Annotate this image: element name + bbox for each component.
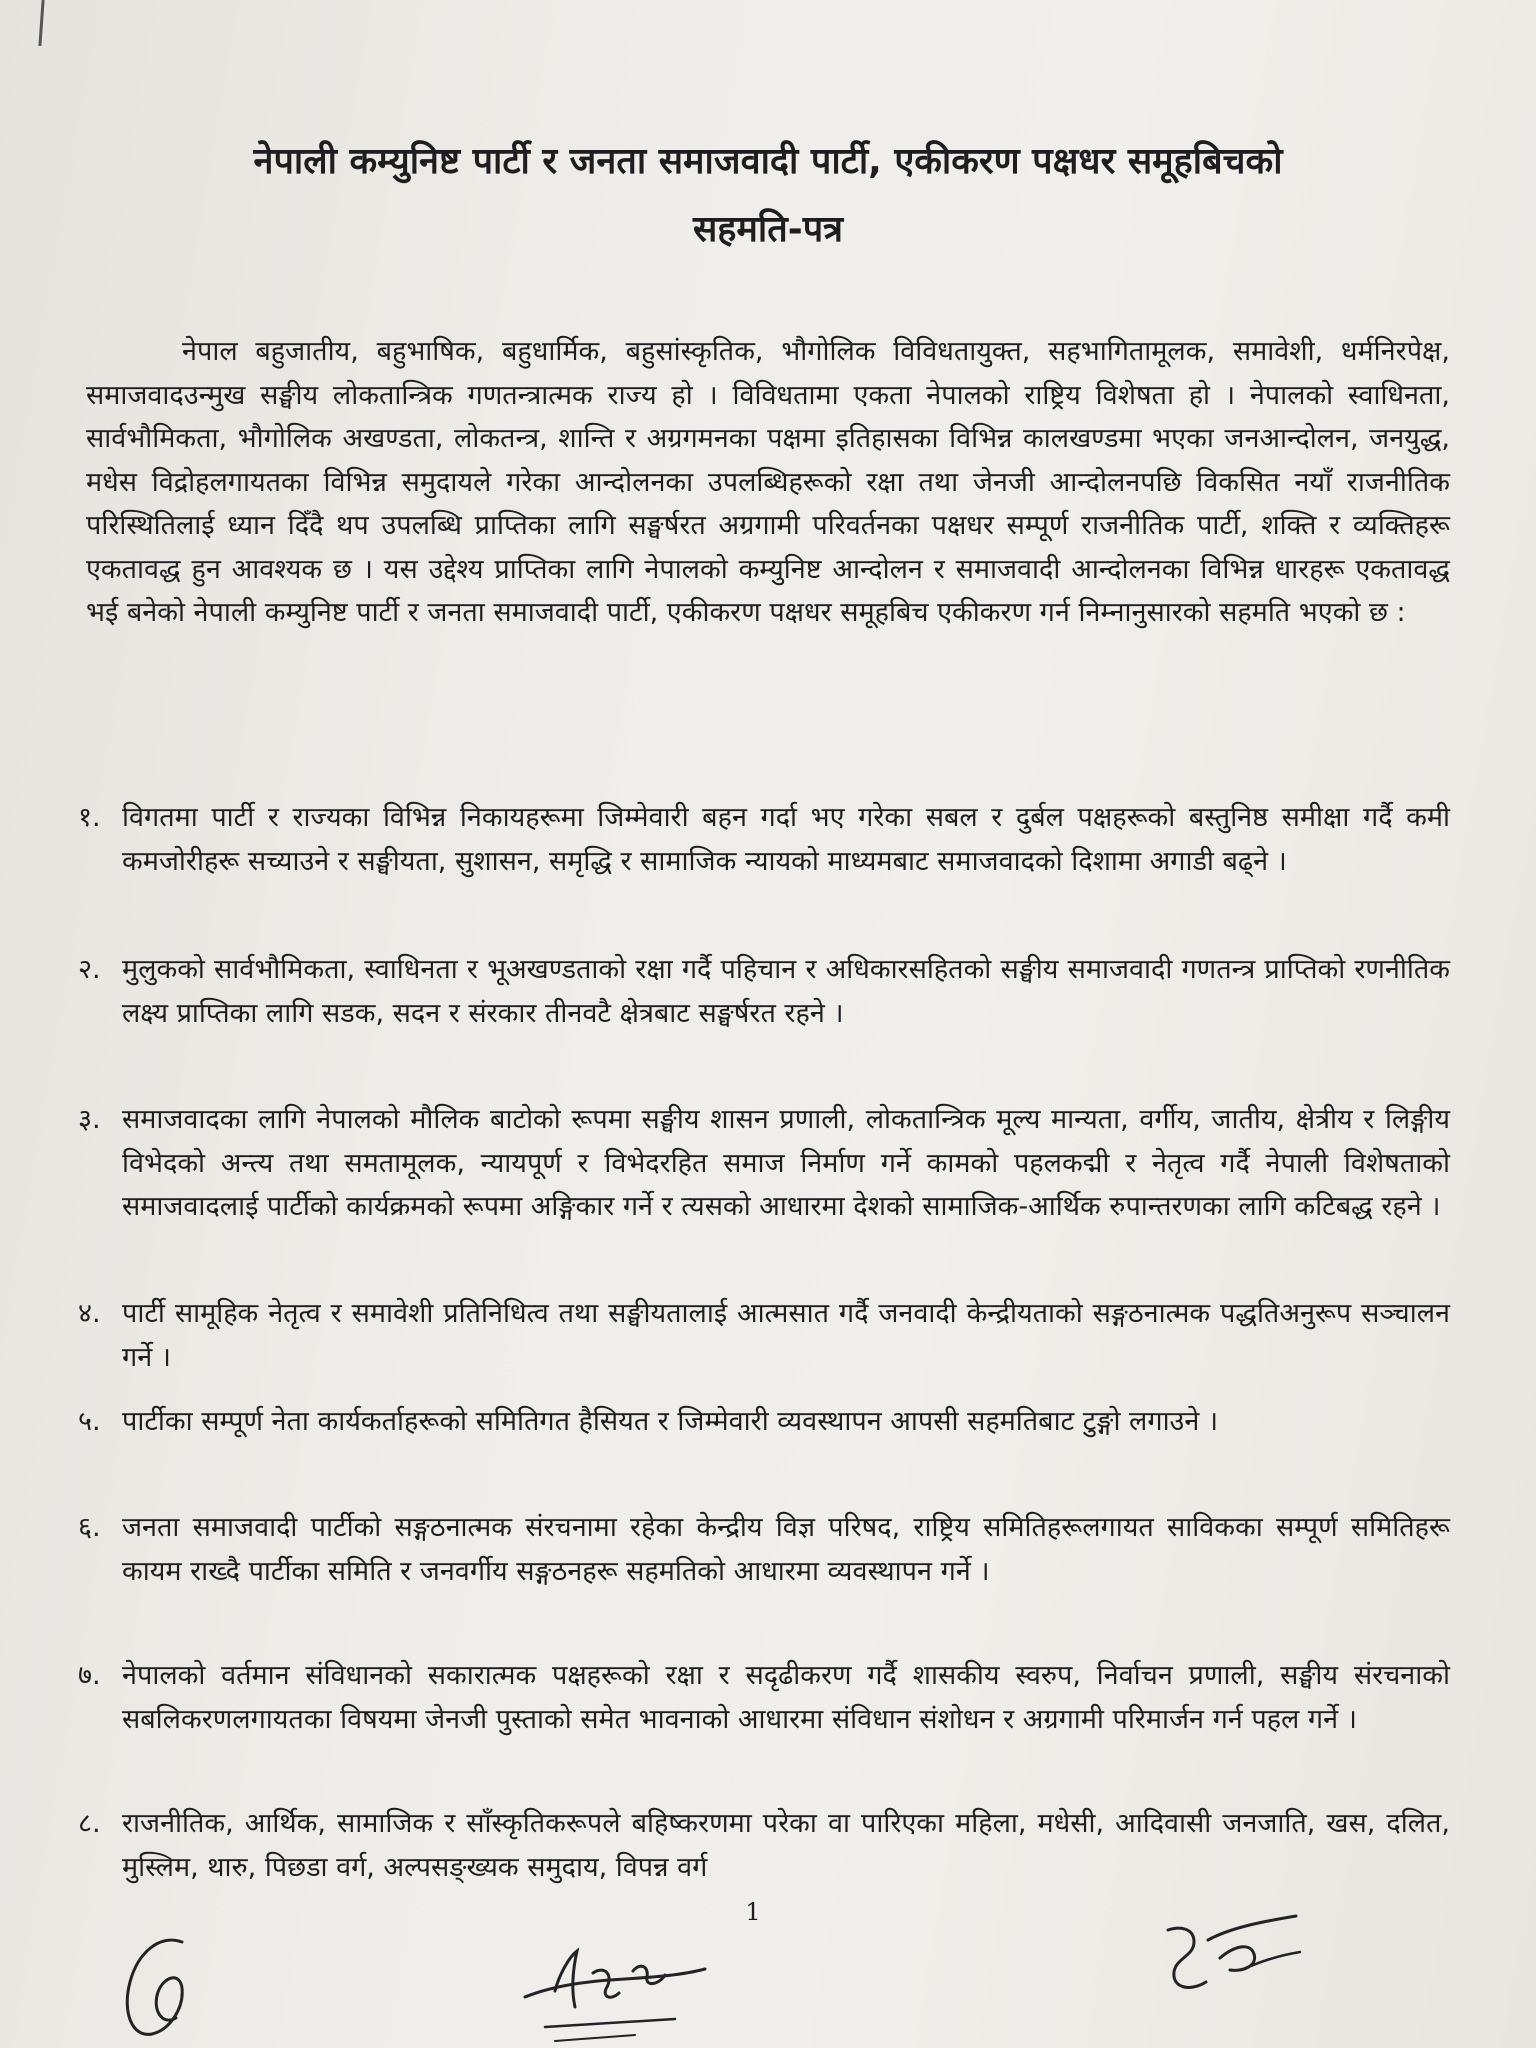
intro-paragraph: नेपाल बहुजातीय, बहुभाषिक, बहुधार्मिक, बहुसांस्कृतिक, भौगोलिक विविधतायुक्त, सहभागितामूलक, समावेशी, धर्मनिरपेक्ष, समाजवादउन्मुख सङ्घीय लोकतान्त्रिक गणतन्त्रात्मक राज्य हो । विविधतामा एकता नेपालको राष्ट्रिय विशेषता हो । नेपालको स्वाधिनता, सार्वभौमिकता, भौगोलिक अखण्डता, लोकतन्त्र, शान्ति र अग्रगमनका पक्षमा इतिहासका विभिन्न कालखण्डमा भएका जनआन्दोलन, जनयुद्ध, मधेस विद्रोहलगायतका विभिन्न समुदायले गरेका आन्दोलनका उपलब्धिहरूको रक्षा तथा जेनजी आन्दोलनपछि विकसित नयाँ राजनीतिक परिस्थितिलाई ध्यान दिँदै थप उपलब्धि प्राप्तिका लागि सङ्घर्षरत अग्रगामी परिवर्तनका पक्षधर सम्पूर्ण राजनीतिक पार्टी, शक्ति र व्यक्तिहरू एकतावद्ध हुन आवश्यक छ । यस उद्देश्य प्राप्तिका लागि नेपालको कम्युनिष्ट आन्दोलन र समाजवादी आन्दोलनका विभिन्न धारहरू एकतावद्ध भई बनेको नेपाली कम्युनिष्ट पार्टी र जनता समाजवादी पार्टी, एकीकरण पक्षधर समूहबिच एकीकरण गर्न निम्नानुसारको सहमति भएको छ :: [86, 336, 1450, 628]
signature-2: [515, 1935, 715, 2048]
document-title: [60, 128, 1476, 264]
item-text: जनता समाजवादी पार्टीको सङ्गठनात्मक संरचनामा रहेका केन्द्रीय विज्ञ परिषद, राष्ट्रिय समितिहरूलगायत साविकका सम्पूर्ण समितिहरू कायम राख्दै पार्टीका समिति र जनवर्गीय सङ्गठनहरू सहमतिको आधारमा व्यवस्थापन गर्ने ।: [122, 1512, 1450, 1587]
list-item: [78, 1400, 1450, 1444]
list-item: [78, 1802, 1450, 1889]
item-number: ५.: [78, 1406, 101, 1437]
item-text: विगतमा पार्टी र राज्यका विभिन्न निकायहरूमा जिम्मेवारी बहन गर्दा भए गरेका सबल र दुर्बल पक्षहरूको बस्तुनिष्ठ समीक्षा गर्दै कमी कमजोरीहरू सच्याउने र सङ्घीयता, सुशासन, समृद्धि र सामाजिक न्यायको माध्यमबाट समाजवादको दिशामा अगाडी बढ्ने ।: [122, 802, 1450, 877]
item-text: नेपालको वर्तमान संविधानको सकारात्मक पक्षहरूको रक्षा र सदृढीकरण गर्दै शासकीय स्वरुप, निर्वाचन प्रणाली, सङ्घीय संरचनाको सबलिकरणलगायतका विषयमा जेनजी पुस्ताको समेत भावनाको आधारमा संविधान संशोधन र अग्रगामी परिमार्जन गर्न पहल गर्ने ।: [122, 1660, 1450, 1735]
item-number: ७.: [78, 1660, 101, 1691]
item-number: २.: [78, 954, 101, 985]
item-text: पार्टीका सम्पूर्ण नेता कार्यकर्ताहरूको समितिगत हैसियत र जिम्मेवारी व्यवस्थापन आपसी सहमतिबाट टुङ्गो लगाउने ।: [122, 1406, 1219, 1437]
list-item: [78, 1098, 1450, 1229]
item-text: मुलुकको सार्वभौमिकता, स्वाधिनता र भूअखण्डताको रक्षा गर्दै पहिचान र अधिकारसहितको सङ्घीय समाजवादी गणतन्त्र प्राप्तिको रणनीतिक लक्ष्य प्राप्तिका लागि सडक, सदन र संरकार तीनवटै क्षेत्रबाट सङ्घर्षरत रहने ।: [122, 954, 1450, 1029]
item-number: ३.: [78, 1104, 101, 1135]
signature-1: [112, 1930, 222, 2048]
item-number: ४.: [78, 1298, 101, 1329]
title-line-1: नेपाली कम्युनिष्ट पार्टी र जनता समाजवादी पार्टी, एकीकरण पक्षधर समूहबिचको: [253, 141, 1283, 182]
list-item: [78, 948, 1450, 1035]
list-item: [78, 1654, 1450, 1741]
page-number: 1: [745, 1898, 761, 1926]
list-item: [78, 1292, 1450, 1379]
item-text: राजनीतिक, आर्थिक, सामाजिक र साँस्कृतिकरूपले बहिष्करणमा परेका वा पारिएका महिला, मधेसी, आदिवासी जनजाति, खस, दलित, मुस्लिम, थारु, पिछडा वर्ग, अल्पसङ्ख्यक समुदाय, विपन्न वर्ग: [122, 1808, 1450, 1883]
title-line-2: सहमति-पत्र: [692, 209, 844, 250]
item-number: ६.: [78, 1512, 101, 1543]
item-text: पार्टी सामूहिक नेतृत्व र समावेशी प्रतिनिधित्व तथा सङ्घीयतालाई आत्मसात गर्दै जनवादी केन्द्रीयताको सङ्गठनात्मक पद्धतिअनुरूप सञ्चालन गर्ने ।: [122, 1298, 1450, 1373]
item-text: समाजवादका लागि नेपालको मौलिक बाटोको रूपमा सङ्घीय शासन प्रणाली, लोकतान्त्रिक मूल्य मान्यता, वर्गीय, जातीय, क्षेत्रीय र लिङ्गीय विभेदको अन्त्य तथा समतामूलक, न्यायपूर्ण र विभेदरहित समाज निर्माण गर्ने कामको पहलकद्मी र नेतृत्व गर्दै नेपाली विशेषताको समाजवादलाई पार्टीको कार्यक्रमको रूपमा अङ्गिकार गर्ने र त्यसको आधारमा देशको सामाजिक-आर्थिक रुपान्तरणका लागि कटिबद्ध रहने ।: [122, 1104, 1450, 1222]
pen-mark: [38, 0, 44, 46]
list-item: [78, 796, 1450, 883]
item-number: १.: [78, 802, 101, 833]
signature-3: [1150, 1912, 1320, 2016]
list-item: [78, 1506, 1450, 1593]
item-number: ८.: [78, 1808, 101, 1839]
